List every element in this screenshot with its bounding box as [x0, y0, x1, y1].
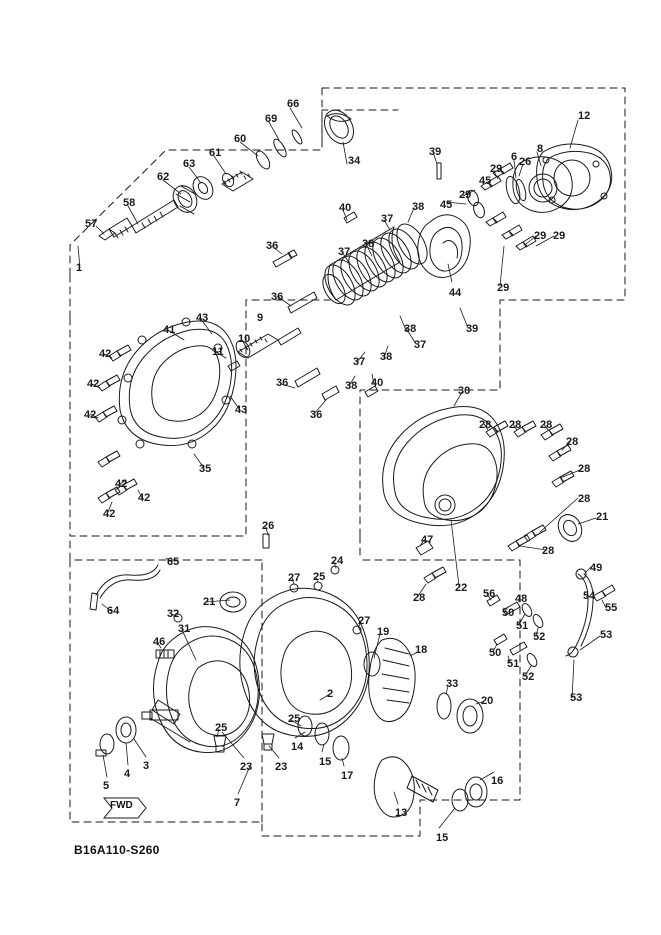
callout-number: 24 — [331, 555, 344, 567]
callout-number: 49 — [590, 562, 603, 574]
callout-number: 52 — [533, 631, 546, 643]
callout-number: 6 — [511, 151, 518, 163]
callout-number: 53 — [570, 692, 583, 704]
callout-number: 28 — [542, 545, 555, 557]
callout-number: 30 — [458, 385, 471, 397]
callout-number: 39 — [429, 146, 442, 158]
callout-number: 40 — [371, 377, 384, 389]
callout-number: 25 — [313, 571, 326, 583]
callout-number: 13 — [395, 807, 408, 819]
callout-number: 54 — [583, 590, 596, 602]
callout-number: 15 — [319, 756, 332, 768]
callout-number: 27 — [358, 615, 371, 627]
callout-number: 29 — [497, 282, 510, 294]
callout-number: 36 — [271, 291, 284, 303]
callout-number: 36 — [266, 240, 279, 252]
callout-number: 27 — [288, 572, 301, 584]
callout-number: 26 — [262, 520, 275, 532]
callout-number: 42 — [103, 508, 116, 520]
callout-number: 38 — [412, 201, 425, 213]
callout-number: 28 — [578, 463, 591, 475]
callout-number: 14 — [291, 741, 304, 753]
callout-number: 50 — [489, 647, 502, 659]
callout-number: 37 — [353, 356, 366, 368]
callout-number: 48 — [515, 593, 528, 605]
callout-number: 5 — [103, 780, 110, 792]
callout-number: 50 — [502, 607, 515, 619]
callout-number: 32 — [167, 608, 180, 620]
callout-number: 56 — [483, 588, 496, 600]
callout-number: 46 — [153, 636, 166, 648]
callout-number: 41 — [163, 324, 176, 336]
callout-number: 36 — [276, 377, 289, 389]
callout-number: 37 — [338, 246, 351, 258]
callout-number: 28 — [509, 419, 522, 431]
callout-number: 65 — [167, 556, 180, 568]
callout-number: 60 — [234, 133, 247, 145]
part-code-label: B16A110-S260 — [74, 843, 160, 857]
callout-number: 23 — [275, 761, 288, 773]
callout-number: 15 — [436, 832, 449, 844]
callout-number: 22 — [455, 582, 468, 594]
callout-number: 38 — [380, 351, 393, 363]
callout-number: 51 — [507, 658, 520, 670]
callout-number: 18 — [415, 644, 428, 656]
callout-number: 43 — [196, 312, 209, 324]
callout-number: 31 — [178, 623, 191, 635]
callout-number: 25 — [288, 713, 301, 725]
callout-number: 12 — [578, 110, 591, 122]
callout-number: 42 — [138, 492, 151, 504]
fwd-direction-label: FWD — [110, 800, 133, 811]
callout-number: 26 — [519, 156, 532, 168]
callout-number: 33 — [446, 678, 459, 690]
callout-number: 21 — [203, 596, 216, 608]
callout-number: 64 — [107, 605, 120, 617]
callout-number: 55 — [605, 602, 618, 614]
callout-number: 11 — [212, 346, 224, 358]
callout-number: 66 — [287, 98, 300, 110]
callout-number: 7 — [234, 797, 241, 809]
callout-number: 35 — [199, 463, 212, 475]
callout-number: 19 — [377, 626, 390, 638]
callout-number: 42 — [84, 409, 97, 421]
callout-number: 52 — [522, 671, 535, 683]
callout-number: 34 — [348, 155, 361, 167]
callout-number: 20 — [481, 695, 494, 707]
callout-number: 37 — [414, 339, 427, 351]
callout-number: 42 — [87, 378, 100, 390]
callout-number: 28 — [566, 436, 579, 448]
callout-number: 53 — [600, 629, 613, 641]
callout-number: 45 — [440, 199, 453, 211]
callout-number: 36 — [310, 409, 323, 421]
callout-number: 21 — [596, 511, 609, 523]
callout-number: 4 — [124, 768, 131, 780]
callout-number: 38 — [404, 323, 417, 335]
callout-number: 61 — [209, 147, 222, 159]
callout-number: 16 — [491, 775, 504, 787]
callout-number: 40 — [339, 202, 352, 214]
callout-number: 29 — [553, 230, 566, 242]
callout-number: 44 — [449, 287, 462, 299]
callout-number: 1 — [76, 262, 83, 274]
callout-number: 47 — [421, 534, 434, 546]
callout-number: 42 — [99, 348, 112, 360]
callout-number: 37 — [381, 213, 394, 225]
callout-number: 63 — [183, 158, 196, 170]
callout-number: 62 — [157, 171, 170, 183]
callout-number: 23 — [240, 761, 253, 773]
callout-number: 39 — [466, 323, 479, 335]
callout-number: 28 — [578, 493, 591, 505]
callout-number: 38 — [345, 380, 358, 392]
callout-number: 28 — [479, 419, 492, 431]
callout-number: 28 — [413, 592, 426, 604]
callout-number: 29 — [459, 189, 472, 201]
callout-number: 42 — [115, 478, 128, 490]
callout-number: 28 — [540, 419, 553, 431]
callout-number: 25 — [215, 722, 228, 734]
callout-number: 2 — [327, 688, 334, 700]
callout-number: 10 — [238, 333, 251, 345]
callout-number: 29 — [534, 230, 547, 242]
callout-number: 8 — [537, 143, 544, 155]
callout-number: 17 — [341, 770, 354, 782]
callout-number: 57 — [85, 218, 98, 230]
callout-number: 9 — [257, 312, 264, 324]
callout-number: 45 — [479, 175, 492, 187]
callout-number: 51 — [516, 620, 529, 632]
callout-number: 58 — [123, 197, 136, 209]
callout-number: 29 — [490, 163, 503, 175]
callout-number: 38 — [362, 238, 375, 250]
callout-number: 43 — [235, 404, 248, 416]
callout-number: 3 — [143, 760, 150, 772]
callout-number: 69 — [265, 113, 278, 125]
